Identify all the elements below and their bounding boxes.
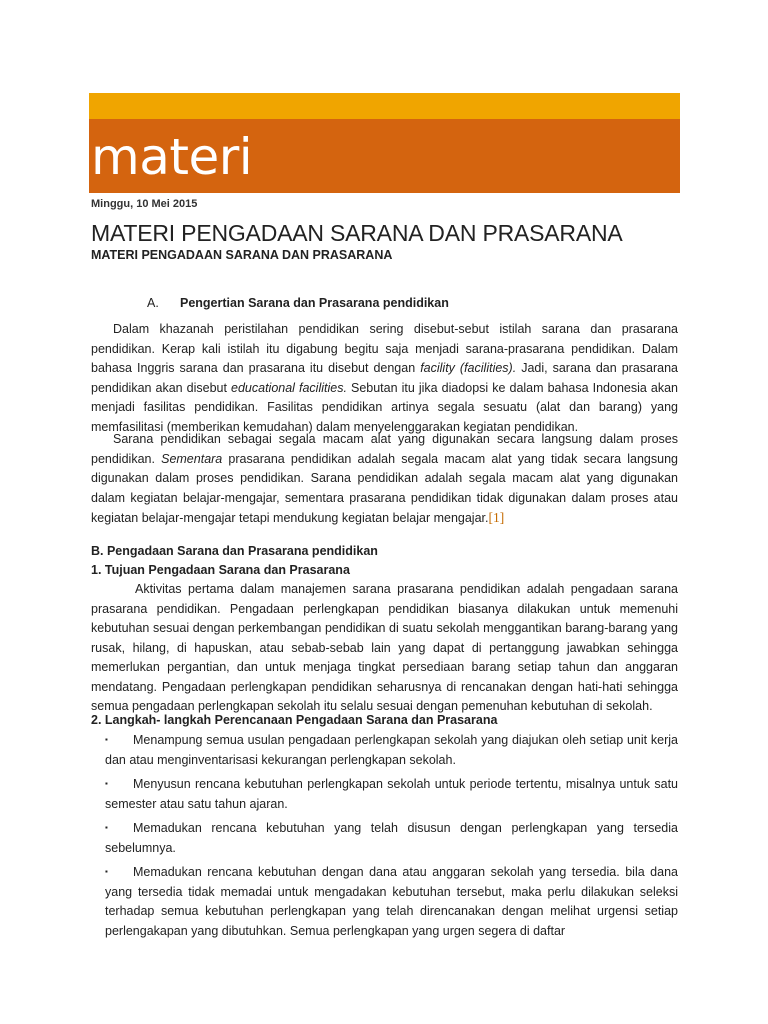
footnote-link[interactable]: [1] — [488, 510, 505, 525]
list-item: ▪ Menyusun rencana kebutuhan perlengkapan sekolah untuk periode tertentu, misalnya untuk satu semester atau satu tahun ajaran. — [105, 774, 678, 814]
header-accent-bar — [89, 93, 680, 119]
paragraph-sarana: Sarana pendidikan sebagai segala macam alat yang digunakan secara langsung dalam proses pendidikan. Sementara prasarana pendidikan adalah segala macam alat yang tidak secara langsung digunakan dalam proses pendidikan. Sarana pendidikan adalah segala macam alat yang digunakan dalam kegiatan belajar-mengajar, sementara prasarana pendidikan tidak digunakan dalam proses atau kegiatan belajar-mengajar tetapi mendukung kegiatan belajar mengajar.[1] — [91, 432, 678, 525]
bullet-icon: ▪ — [105, 867, 108, 876]
steps-list — [105, 730, 678, 945]
section-b-heading: B. Pengadaan Sarana dan Prasarana pendidikan — [91, 544, 378, 558]
subsection-2-heading: 2. Langkah- langkah Perencanaan Pengadaan Sarana dan Prasarana — [91, 713, 498, 727]
list-item: ▪ Memadukan rencana kebutuhan yang telah disusun dengan perlengkapan yang tersedia sebelumnya. — [105, 818, 678, 858]
bullet-icon: ▪ — [105, 779, 108, 788]
subsection-1-heading: 1. Tujuan Pengadaan Sarana dan Prasarana — [91, 563, 350, 577]
list-item: ▪ Memadukan rencana kebutuhan dengan dana atau anggaran sekolah yang tersedia. bila dana yang tersedia tidak memadai untuk mengadakan kebutuhan tersebut, maka perlu dilakukan seleksi terhadap semua kebutuhan perlengkapan yang telah direncanakan dengan melihat urgensi setiap perlengakapan yang dibutuhkan. Semua perlengkapan yang urgen segera di daftar — [105, 862, 678, 941]
paragraph-tujuan: Aktivitas pertama dalam manajemen sarana prasarana pendidikan adalah pengadaan sarana prasarana pendidikan. Pengadaan perlengkapan pendidikan biasanya dilakukan untuk memenuhi kebutuhan sesuai dengan perkembangan pendidikan di suatu sekolah menggantikan barang-barang yang rusak, hilang, di hapuskan, atau sebab-sebab lain yang dapat di pertanggung jawabkan sehingga memerlukan pergantian, dan untuk menjaga tingkat persediaan barang setiap tahun dan anggaran mendatang. Pengadaan perlengkapan pendidikan seharusnya di rencanakan dengan hati-hati sehingga semua pengadaan perlengkapan sekolah itu selalu sesuai dengan pemenuhan kebutuhan di sekolah. — [91, 582, 678, 713]
post-date: Minggu, 10 Mei 2015 — [91, 198, 198, 210]
list-item: ▪ Menampung semua usulan pengadaan perlengkapan sekolah yang diajukan oleh setiap unit kerja dan atau menginventarisasi kekurangan perlengkapan sekolah. — [105, 730, 678, 770]
section-a-heading — [147, 296, 449, 310]
bullet-icon: ▪ — [105, 735, 108, 744]
section-a-letter: A. — [147, 296, 159, 310]
post-title[interactable]: MATERI PENGADAAN SARANA DAN PRASARANA — [91, 220, 623, 246]
post-subtitle: MATERI PENGADAAN SARANA DAN PRASARANA — [91, 248, 393, 262]
blog-title[interactable]: materi — [91, 128, 253, 186]
section-a-title: Pengertian Sarana dan Prasarana pendidikan — [180, 296, 449, 310]
bullet-icon: ▪ — [105, 823, 108, 832]
paragraph-definition: Dalam khazanah peristilahan pendidikan sering disebut-sebut istilah sarana dan prasarana pendidikan. Kerap kali istilah itu digabung begitu saja menjadi sarana-prasarana pendidikan. Dalam bahasa Inggris sarana dan prasarana itu disebut dengan facility (facilities). Jadi, sarana dan prasarana pendidikan akan disebut educational facilities. Sebutan itu jika diadopsi ke dalam bahasa Indonesia akan menjadi fasilitas pendidikan. Fasilitas pendidikan artinya segala sesuatu (alat dan barang) yang memfasilitasi (memberikan kemudahan) dalam menyelenggarakan kegiatan pendidikan. — [91, 322, 678, 434]
